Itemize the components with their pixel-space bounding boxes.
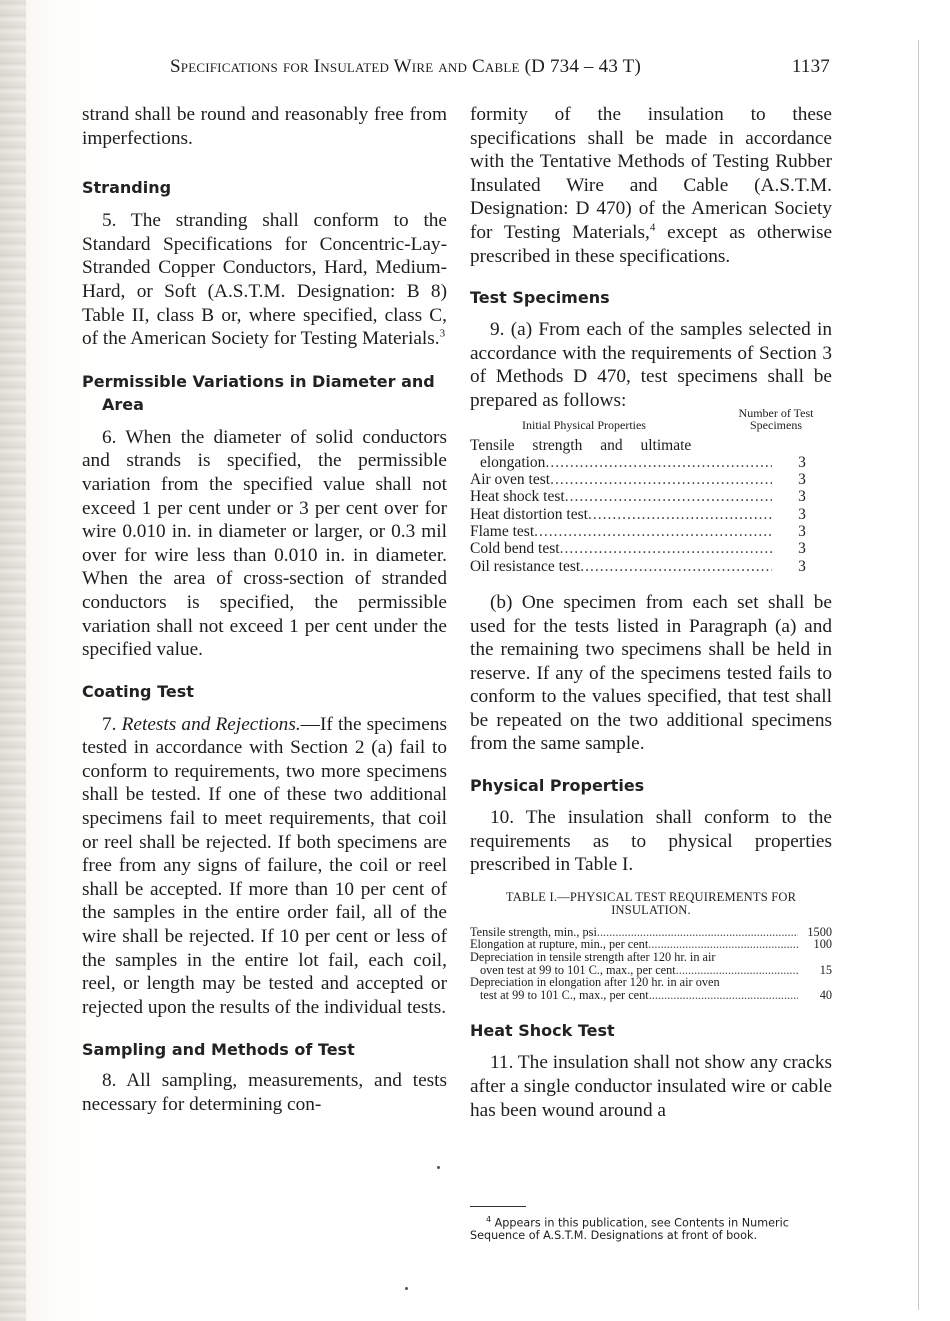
footnote-marker: 4 — [486, 1215, 492, 1224]
table-1-caption: TABLE I.—PHYSICAL TEST REQUIREMENTS FOR INSULATION. — [505, 889, 797, 917]
table-row — [470, 506, 832, 523]
table-cell-label: oven test at 99 to 101 C., max., per cent — [480, 962, 676, 977]
running-title: Specifications for Insulated Wire and Cable (D 734 – 43 T) — [170, 56, 642, 77]
heading-test-specimens: Test Specimens — [470, 288, 610, 308]
heading-sampling-methods: Sampling and Methods of Test — [82, 1040, 355, 1060]
paragraph-7-run-in-title: Retests and Rejections. — [121, 713, 301, 735]
paragraph-9b: (b) One specimen from each set shall be used for the tests listed in Paragraph (a) and the remaining two specimens shall be held in reserve. If any of the specimens tested fails to conform to the values specified, that test shall be repeated on the two additional specimens from the same sample. — [470, 591, 832, 755]
table-cell-label: Elongation at rupture, min., per cent — [470, 937, 649, 952]
heading-coating-test: Coating Test — [82, 681, 194, 701]
paragraph-5-text: 5. The stranding shall conform to the Standard Specifications for Concentric-Lay-Stranded Copper Conductors, Hard, Medium-Hard, or Soft (A.S.T.M. Designation: B 8) Table II, class B or, where specified, class C, of the American Society for Testing Materials. — [82, 210, 447, 350]
table-cell-label: Tensile strength and ultimate — [470, 436, 692, 454]
paragraph-9a: 9. (a) From each of the samples selected in accordance with the requirements of Section 3 of Methods D 470, test specimens shall be prepared as follows: — [470, 319, 832, 411]
paragraph-6: 6. When the diameter of solid conductors and strands is specified, the permissible variation from the specified value shall not exceed 1 per cent under or 3 per cent over for wire 0.010 in. in diameter or larger, or 0.3 mil over for wire less than 0.010 in. in diameter. When the area of cross-section of stranded conductors is specified, the permissible variation shall not exceed 1 per cent under the specified value. — [82, 426, 447, 661]
table-cell-label: Depreciation in elongation after 120 hr. in air oven — [470, 975, 720, 990]
table-row — [470, 989, 832, 1002]
specimen-table-col-property: Initial Physical Properties — [522, 417, 646, 432]
table-cell-label: Flame test — [470, 523, 535, 541]
table-1 — [470, 926, 832, 1002]
left-column — [82, 103, 447, 1117]
print-speck — [437, 1166, 440, 1169]
print-speck — [405, 1287, 408, 1290]
heading-physical-properties: Physical Properties — [470, 776, 645, 796]
heading-heat-shock-test: Heat Shock Test — [470, 1021, 615, 1041]
table-cell-value: 3 — [798, 540, 806, 558]
table-row — [470, 523, 832, 540]
paragraph-11: 11. The insulation shall not show any cracks after a single conductor insulated wire or cable has been wound around a — [470, 1052, 832, 1121]
table-cell-value: 3 — [798, 471, 806, 489]
paragraph-5 — [82, 209, 447, 351]
table-cell-label: Heat distortion test — [470, 505, 588, 523]
table-cell-label: Depreciation in tensile strength after 120 hr. in air — [470, 950, 716, 965]
footnote-ref-3: 3 — [439, 327, 446, 340]
table-cell-value: 3 — [798, 557, 806, 575]
page-right-edge-line — [918, 40, 919, 1310]
paragraph-8-tail: except as otherwise prescribed in these specifications. — [470, 221, 833, 267]
heading-stranding: Stranding — [82, 178, 172, 198]
page-number: 1137 — [791, 56, 830, 77]
paragraph-strand-continuation: strand shall be round and reasonably free from imperfections. — [82, 104, 447, 149]
table-cell-value: 3 — [798, 453, 806, 471]
table-row — [470, 454, 832, 471]
table-cell-label: test at 99 to 101 C., max., per cent — [480, 987, 649, 1002]
table-row — [470, 437, 832, 454]
specimen-table-col-number: Number of Test Specimens — [738, 405, 814, 432]
paragraph-8-continuation — [470, 103, 832, 268]
paragraph-7-number: 7. — [102, 713, 117, 735]
table-cell-value: 40 — [819, 987, 832, 1002]
right-column — [470, 103, 832, 1122]
running-head — [170, 56, 850, 86]
table-cell-label: elongation — [480, 453, 546, 471]
heading-permissible-variations: Permissible Variations in Diameter and Area — [82, 371, 435, 414]
specimen-table-header — [470, 407, 832, 437]
table-cell-value: 3 — [798, 505, 806, 523]
table-row — [470, 558, 832, 575]
footnote-rule — [470, 1206, 526, 1207]
table-row — [470, 540, 832, 557]
table-cell-value: 3 — [798, 488, 806, 506]
paragraph-10: 10. The insulation shall conform to the requirements as to physical properties prescribed in Table I. — [470, 807, 832, 876]
table-cell-value: 3 — [798, 523, 806, 541]
table-cell-label: Cold bend test — [470, 540, 560, 558]
table-row — [470, 488, 832, 505]
table-row — [470, 471, 832, 488]
paragraph-8: 8. All sampling, measurements, and tests necessary for determining con- — [82, 1070, 447, 1115]
paragraph-7 — [82, 713, 447, 1020]
specimen-table — [470, 407, 832, 575]
page-binding-edge — [0, 0, 26, 1321]
table-cell-label: Heat shock test — [470, 488, 565, 506]
table-cell-label: Oil resistance test — [470, 557, 581, 575]
footnote — [470, 1214, 835, 1243]
table-cell-value: 15 — [819, 962, 832, 977]
table-cell-value: 1500 — [807, 924, 832, 939]
table-cell-value: 100 — [813, 937, 832, 952]
footnote-text: Appears in this publication, see Contents in Numeric Sequence of A.S.T.M. Designations at front of book. — [470, 1216, 789, 1243]
footnote-ref-4: 4 — [649, 221, 656, 234]
paragraph-7-text: —If the specimens tested in accordance with Section 2 (a) fail to conform to requirements, two more specimens shall be tested. If one of these two additional specimens fail to meet requirements, that coil or reel shall be rejected. If both specimens are free from any signs of failure, the coil or reel shall be accepted. If more than 10 per cent of the samples in the entire order fail, all of the wire shall be rejected. If 10 per cent or less of the samples in the entire lot fail, each coil, reel, or length may be tested and accepted or rejected upon the results of the individual tests. — [82, 713, 447, 1018]
table-row — [470, 951, 832, 964]
paragraph-8-continuation-text: formity of the insulation to these specifications shall be made in accordance with the Tentative Methods of Testing Rubber Insulated Wire and Cable (A.S.T.M. Designation: D 470) of the American Society for Testing Materials, — [470, 104, 832, 243]
table-cell-label: Tensile strength, min., psi — [470, 924, 597, 939]
table-cell-label: Air oven test — [470, 471, 551, 489]
table-row — [470, 976, 832, 989]
